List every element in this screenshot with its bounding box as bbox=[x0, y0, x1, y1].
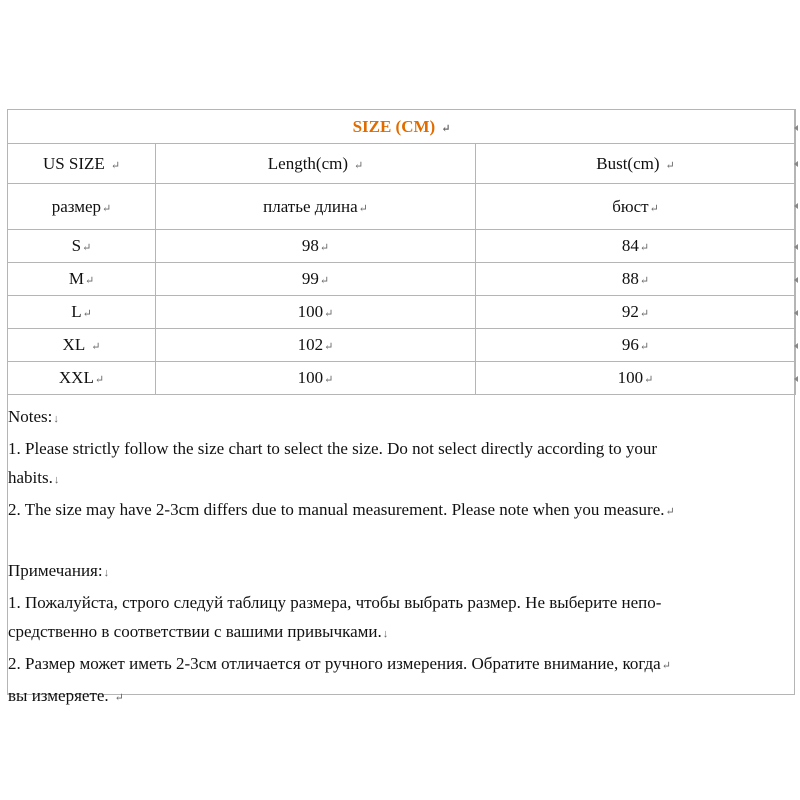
note-en-1-text: 1. Please strictly follow the size chart to select the size. Do not select directly according to your bbox=[8, 439, 658, 458]
return-mark: ↵ bbox=[319, 242, 330, 254]
size-value: L bbox=[71, 302, 82, 321]
size-value: S bbox=[71, 236, 82, 255]
edge-arrow-icon bbox=[794, 203, 798, 209]
line-break-mark: ↓ bbox=[103, 567, 110, 579]
edge-arrow-icon bbox=[794, 343, 798, 349]
size-chart-title-text: SIZE (CM) bbox=[352, 116, 436, 136]
header-us-size bbox=[8, 144, 156, 184]
note-en-1-cont-text: habits. bbox=[8, 468, 53, 487]
note-ru-2 bbox=[8, 649, 792, 681]
header-dlina-text: платье длина bbox=[263, 196, 358, 216]
notes-heading-en-text: Notes: bbox=[8, 407, 53, 426]
bust-value: 92 bbox=[621, 302, 639, 321]
bust-value: 100 bbox=[617, 368, 644, 387]
notes-section bbox=[8, 402, 792, 713]
length-cell bbox=[156, 263, 476, 296]
paragraph-edge-marks bbox=[794, 109, 800, 409]
table-row bbox=[8, 329, 796, 362]
table-row bbox=[8, 362, 796, 395]
return-mark: ↵ bbox=[91, 341, 101, 353]
size-cell bbox=[8, 230, 156, 263]
return-mark: ↵ bbox=[324, 374, 334, 386]
edge-arrow-icon bbox=[794, 277, 798, 283]
return-mark: ↵ bbox=[82, 242, 92, 254]
table-row bbox=[8, 263, 796, 296]
note-ru-1-cont bbox=[8, 617, 792, 649]
note-ru-2-text: 2. Размер может иметь 2-3см отличается от ручного измерения. Обратите внимание, когда bbox=[8, 654, 661, 673]
bust-value: 96 bbox=[621, 335, 639, 354]
edge-arrow-icon bbox=[794, 125, 798, 131]
note-en-2 bbox=[8, 495, 792, 527]
note-ru-1-cont-text: средственно в соответствии с вашими привычками. bbox=[8, 622, 382, 641]
size-value: M bbox=[68, 269, 84, 288]
return-mark: ↵ bbox=[661, 660, 671, 672]
return-mark: ↵ bbox=[639, 341, 650, 353]
notes-heading-en bbox=[8, 402, 792, 434]
edge-arrow-icon bbox=[794, 310, 798, 316]
line-break-mark: ↓ bbox=[53, 413, 59, 425]
size-chart-table bbox=[7, 109, 796, 395]
bust-value: 84 bbox=[621, 236, 639, 255]
return-mark: ↵ bbox=[319, 275, 330, 287]
return-mark: ↵ bbox=[110, 159, 121, 172]
note-en-1-cont bbox=[8, 463, 792, 495]
edge-arrow-icon bbox=[794, 161, 798, 167]
size-cell bbox=[8, 329, 156, 362]
table-row bbox=[8, 296, 796, 329]
length-cell bbox=[156, 362, 476, 395]
size-chart-title bbox=[8, 110, 796, 144]
return-mark: ↵ bbox=[102, 202, 112, 215]
size-value: XL bbox=[62, 335, 86, 354]
bust-cell bbox=[476, 296, 796, 329]
note-en-1 bbox=[8, 434, 792, 463]
note-ru-2-cont-text: вы измеряете. bbox=[8, 686, 109, 705]
size-cell bbox=[8, 362, 156, 395]
title-row bbox=[8, 110, 796, 144]
return-mark: ↵ bbox=[441, 122, 451, 135]
header-bust bbox=[476, 144, 796, 184]
header-us-size-text: US SIZE bbox=[42, 153, 105, 173]
length-value: 102 bbox=[297, 335, 324, 354]
size-cell bbox=[8, 296, 156, 329]
header-byust bbox=[476, 184, 796, 230]
length-cell bbox=[156, 329, 476, 362]
return-mark: ↵ bbox=[114, 692, 124, 704]
return-mark: ↵ bbox=[358, 202, 368, 215]
length-value: 99 bbox=[301, 269, 319, 288]
edge-arrow-icon bbox=[794, 376, 798, 382]
return-mark: ↵ bbox=[649, 202, 659, 215]
length-value: 100 bbox=[297, 368, 324, 387]
return-mark: ↵ bbox=[639, 308, 650, 320]
size-cell bbox=[8, 263, 156, 296]
note-ru-1 bbox=[8, 588, 792, 617]
return-mark: ↵ bbox=[644, 374, 654, 386]
line-break-mark: ↓ bbox=[53, 474, 60, 486]
edge-arrow-icon bbox=[794, 244, 798, 250]
bust-value: 88 bbox=[621, 269, 639, 288]
header-dlina bbox=[156, 184, 476, 230]
note-ru-2-cont bbox=[8, 681, 792, 713]
bust-cell bbox=[476, 230, 796, 263]
header-razmer-text: размер bbox=[51, 196, 102, 216]
notes-heading-ru-text: Примечания: bbox=[8, 561, 103, 580]
return-mark: ↵ bbox=[82, 308, 92, 320]
note-en-2-text: 2. The size may have 2-3cm differs due to manual measurement. Please note when you measure. bbox=[8, 500, 665, 519]
bust-cell bbox=[476, 362, 796, 395]
notes-heading-ru bbox=[8, 556, 792, 588]
return-mark: ↵ bbox=[639, 242, 650, 254]
return-mark: ↵ bbox=[84, 275, 95, 287]
header-bust-text: Bust(cm) bbox=[596, 153, 660, 173]
note-ru-1-text: 1. Пожалуйста, строго следуй таблицу размера, чтобы выбрать размер. Не выберите непо- bbox=[8, 593, 662, 612]
line-break-mark: ↓ bbox=[382, 628, 389, 640]
table-row bbox=[8, 230, 796, 263]
length-cell bbox=[156, 296, 476, 329]
bust-cell bbox=[476, 329, 796, 362]
header-length-text: Length(cm) bbox=[267, 153, 349, 173]
header-row-ru bbox=[8, 184, 796, 230]
bust-cell bbox=[476, 263, 796, 296]
header-length bbox=[156, 144, 476, 184]
return-mark: ↵ bbox=[639, 275, 650, 287]
length-cell bbox=[156, 230, 476, 263]
return-mark: ↵ bbox=[324, 308, 334, 320]
return-mark: ↵ bbox=[665, 506, 675, 518]
header-byust-text: бюст bbox=[612, 196, 649, 216]
return-mark: ↵ bbox=[354, 159, 364, 172]
blank-line bbox=[8, 527, 792, 556]
length-value: 100 bbox=[297, 302, 324, 321]
return-mark: ↵ bbox=[324, 341, 334, 353]
header-row-en bbox=[8, 144, 796, 184]
return-mark: ↵ bbox=[94, 374, 105, 386]
length-value: 98 bbox=[301, 236, 319, 255]
return-mark: ↵ bbox=[665, 159, 675, 172]
size-value: XXL bbox=[58, 368, 94, 387]
header-razmer bbox=[8, 184, 156, 230]
